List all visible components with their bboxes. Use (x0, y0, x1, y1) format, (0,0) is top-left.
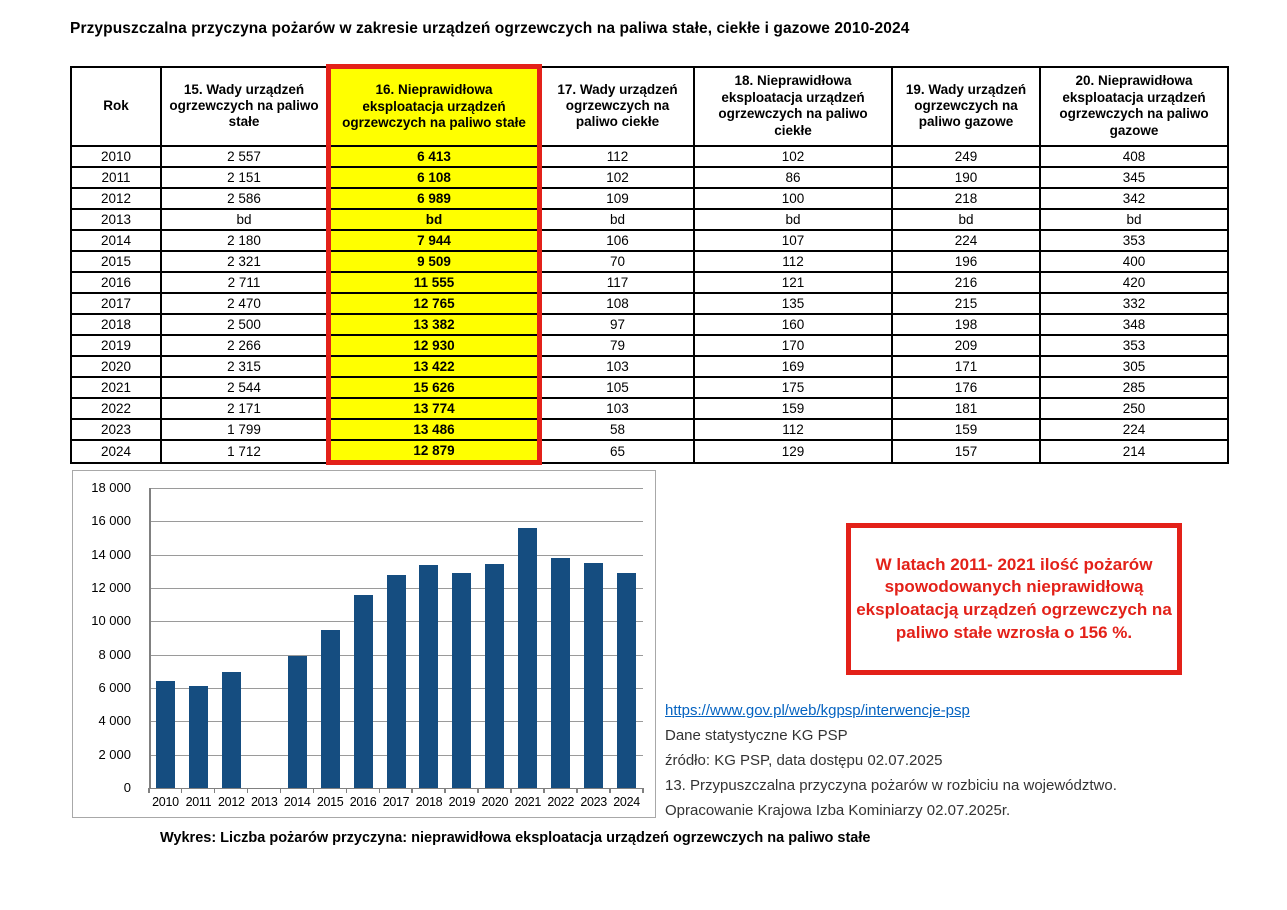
x-axis-labels (149, 788, 643, 809)
value-cell: 129 (694, 440, 892, 463)
bar-slot (445, 488, 478, 788)
value-cell: 86 (694, 167, 892, 188)
value-cell: 117 (540, 272, 695, 293)
value-cell: bd (892, 209, 1040, 230)
bar-2021 (518, 528, 537, 788)
year-cell: 2011 (71, 167, 161, 188)
table-row (71, 209, 1228, 230)
bar-2012 (222, 672, 241, 788)
table-row (71, 398, 1228, 419)
year-cell: 2020 (71, 356, 161, 377)
value-cell: 58 (540, 419, 695, 440)
bar-2016 (354, 595, 373, 788)
source-link[interactable]: https://www.gov.pl/web/kgpsp/interwencje-psp (665, 702, 970, 719)
annotation-text: W latach 2011- 2021 ilość pożarów spowodowanych nieprawidłową eksploatacją urządzeń ogrzewczych na paliwo stałe wzrosła o 156 %. (856, 554, 1172, 642)
y-axis-label: 16 000 (91, 513, 131, 529)
bar-2014 (288, 656, 307, 788)
value-cell: 285 (1040, 377, 1228, 398)
y-axis-label: 14 000 (91, 546, 131, 562)
year-cell: 2016 (71, 272, 161, 293)
x-axis-label: 2023 (580, 795, 607, 809)
table-row (71, 272, 1228, 293)
source-line: Opracowanie Krajowa Izba Kominiarzy 02.07.2025r. (665, 802, 1011, 819)
x-axis-label: 2017 (382, 795, 410, 809)
table-row (71, 146, 1228, 167)
bar-2024 (617, 573, 636, 788)
value-cell: 408 (1040, 146, 1228, 167)
value-cell: 1 712 (161, 440, 329, 463)
x-axis-label: 2010 (152, 795, 179, 809)
value-cell: 198 (892, 314, 1040, 335)
year-cell: 2018 (71, 314, 161, 335)
year-cell: 2021 (71, 377, 161, 398)
value-cell: 2 586 (161, 188, 329, 209)
highlighted-value-cell: 15 626 (329, 377, 540, 398)
value-cell: 159 (892, 419, 1040, 440)
value-cell: 2 470 (161, 293, 329, 314)
table-row (71, 440, 1228, 463)
value-cell: 112 (540, 146, 695, 167)
value-cell: 250 (1040, 398, 1228, 419)
column-header: 19. Wady urządzeń ogrzewczych na paliwo gazowe (892, 67, 1040, 147)
chart-caption: Wykres: Liczba pożarów przyczyna: nieprawidłowa eksploatacja urządzeń ogrzewczych na paliwo stałe (160, 830, 871, 846)
y-axis-labels (73, 480, 139, 795)
bar-2023 (584, 563, 603, 788)
highlighted-value-cell: 12 765 (329, 293, 540, 314)
fires-table (70, 64, 1229, 465)
value-cell: 70 (540, 251, 695, 272)
bar-slot (314, 488, 347, 788)
page-title: Przypuszczalna przyczyna pożarów w zakresie urządzeń ogrzewczych na paliwa stałe, ciekłe i gazowe 2010-2024 (70, 20, 910, 37)
bar-slot (215, 488, 248, 788)
table-row (71, 251, 1228, 272)
value-cell: 353 (1040, 230, 1228, 251)
value-cell: 420 (1040, 272, 1228, 293)
annotation-box (846, 523, 1182, 675)
x-axis-label: 2019 (448, 795, 476, 809)
value-cell: 2 711 (161, 272, 329, 293)
highlighted-value-cell: 9 509 (329, 251, 540, 272)
bar-slot (182, 488, 215, 788)
bar-2015 (321, 630, 340, 788)
highlighted-value-cell: 13 486 (329, 419, 540, 440)
x-axis-label: 2024 (613, 795, 640, 809)
highlighted-value-cell: 6 108 (329, 167, 540, 188)
bar-2018 (419, 565, 438, 788)
year-cell: 2014 (71, 230, 161, 251)
value-cell: 218 (892, 188, 1040, 209)
bar-slot (511, 488, 544, 788)
value-cell: 109 (540, 188, 695, 209)
highlighted-value-cell: 13 382 (329, 314, 540, 335)
highlighted-value-cell: 6 413 (329, 146, 540, 167)
value-cell: bd (161, 209, 329, 230)
bar-slot (347, 488, 380, 788)
col16-header: 16. Nieprawidłowa eksploatacja urządzeń ogrzewczych na paliwo stałe (329, 67, 540, 147)
x-axis-label: 2014 (283, 795, 311, 809)
value-cell: 170 (694, 335, 892, 356)
y-axis-label: 10 000 (91, 613, 131, 629)
year-cell: 2024 (71, 440, 161, 463)
x-axis-label: 2015 (316, 795, 344, 809)
plot-area (149, 488, 643, 809)
y-axis-label: 12 000 (91, 580, 131, 596)
bar-slot (380, 488, 413, 788)
value-cell: 105 (540, 377, 695, 398)
table-row (71, 377, 1228, 398)
table-row (71, 335, 1228, 356)
value-cell: 342 (1040, 188, 1228, 209)
year-cell: 2019 (71, 335, 161, 356)
x-axis-label: 2022 (547, 795, 575, 809)
value-cell: 160 (694, 314, 892, 335)
value-cell: 348 (1040, 314, 1228, 335)
source-block (665, 698, 1117, 823)
column-header: Rok (71, 67, 161, 147)
value-cell: 171 (892, 356, 1040, 377)
table-row (71, 356, 1228, 377)
bar-chart (72, 470, 656, 818)
bar-slot (544, 488, 577, 788)
source-line: źródło: KG PSP, data dostępu 02.07.2025 (665, 752, 943, 769)
y-axis-label: 2 000 (98, 746, 131, 762)
value-cell: 190 (892, 167, 1040, 188)
y-axis-label: 8 000 (98, 646, 131, 662)
value-cell: bd (540, 209, 695, 230)
value-cell: 345 (1040, 167, 1228, 188)
value-cell: 100 (694, 188, 892, 209)
value-cell: 157 (892, 440, 1040, 463)
value-cell: bd (1040, 209, 1228, 230)
value-cell: 2 266 (161, 335, 329, 356)
value-cell: 196 (892, 251, 1040, 272)
value-cell: 2 500 (161, 314, 329, 335)
year-cell: 2012 (71, 188, 161, 209)
bar-2017 (387, 575, 406, 788)
y-axis-label: 18 000 (91, 480, 131, 495)
value-cell: 112 (694, 419, 892, 440)
x-axis-label: 2021 (514, 795, 542, 809)
bar-2019 (452, 573, 471, 789)
y-axis-label: 0 (123, 780, 131, 795)
value-cell: 214 (1040, 440, 1228, 463)
bar-slot (413, 488, 446, 788)
bar-2010 (156, 681, 175, 788)
year-cell: 2017 (71, 293, 161, 314)
value-cell: 2 180 (161, 230, 329, 251)
highlighted-value-cell: 12 879 (329, 440, 540, 463)
year-cell: 2023 (71, 419, 161, 440)
year-cell: 2010 (71, 146, 161, 167)
column-header: 20. Nieprawidłowa eksploatacja urządzeń ogrzewczych na paliwo gazowe (1040, 67, 1228, 147)
bar-slot (610, 488, 643, 788)
value-cell: 106 (540, 230, 695, 251)
source-line: Dane statystyczne KG PSP (665, 727, 848, 744)
source-line: 13. Przypuszczalna przyczyna pożarów w rozbiciu na województwo. (665, 777, 1117, 794)
x-axis-label: 2016 (349, 795, 377, 809)
column-header: 17. Wady urządzeń ogrzewczych na paliwo ciekłe (540, 67, 695, 147)
table-body (71, 146, 1228, 463)
value-cell: 2 171 (161, 398, 329, 419)
year-cell: 2022 (71, 398, 161, 419)
value-cell: 159 (694, 398, 892, 419)
value-cell: 107 (694, 230, 892, 251)
column-header: 18. Nieprawidłowa eksploatacja urządzeń ogrzewczych na paliwo ciekłe (694, 67, 892, 147)
value-cell: 2 321 (161, 251, 329, 272)
value-cell: 2 315 (161, 356, 329, 377)
bar-slot (248, 488, 281, 788)
value-cell: 2 557 (161, 146, 329, 167)
highlighted-value-cell: 13 774 (329, 398, 540, 419)
table-row (71, 314, 1228, 335)
value-cell: 121 (694, 272, 892, 293)
bars (149, 488, 643, 788)
x-axis-label: 2020 (481, 795, 509, 809)
year-cell: 2013 (71, 209, 161, 230)
value-cell: 135 (694, 293, 892, 314)
value-cell: 103 (540, 398, 695, 419)
value-cell: 176 (892, 377, 1040, 398)
value-cell: 102 (694, 146, 892, 167)
value-cell: 181 (892, 398, 1040, 419)
value-cell: 2 151 (161, 167, 329, 188)
value-cell: 103 (540, 356, 695, 377)
bar-slot (281, 488, 314, 788)
table-row (71, 167, 1228, 188)
year-cell: 2015 (71, 251, 161, 272)
value-cell: bd (694, 209, 892, 230)
value-cell: 353 (1040, 335, 1228, 356)
highlighted-value-cell: 7 944 (329, 230, 540, 251)
value-cell: 305 (1040, 356, 1228, 377)
value-cell: 65 (540, 440, 695, 463)
bar-slot (577, 488, 610, 788)
y-axis-label: 6 000 (98, 680, 131, 696)
highlighted-value-cell: 12 930 (329, 335, 540, 356)
value-cell: 216 (892, 272, 1040, 293)
y-axis-label: 4 000 (98, 713, 131, 729)
table-row (71, 419, 1228, 440)
value-cell: 400 (1040, 251, 1228, 272)
highlighted-value-cell: 6 989 (329, 188, 540, 209)
value-cell: 102 (540, 167, 695, 188)
x-axis-label: 2011 (185, 795, 212, 809)
header-row (71, 67, 1228, 147)
column-header: 15. Wady urządzeń ogrzewczych na paliwo stałe (161, 67, 329, 147)
value-cell: 79 (540, 335, 695, 356)
x-axis-label: 2018 (415, 795, 443, 809)
value-cell: 215 (892, 293, 1040, 314)
bar-2020 (485, 564, 504, 788)
table-row (71, 230, 1228, 251)
highlighted-value-cell: 11 555 (329, 272, 540, 293)
value-cell: 175 (694, 377, 892, 398)
table-row (71, 293, 1228, 314)
table-row (71, 188, 1228, 209)
value-cell: 249 (892, 146, 1040, 167)
value-cell: 108 (540, 293, 695, 314)
x-axis-label: 2013 (250, 795, 278, 809)
bar-2011 (189, 686, 208, 788)
value-cell: 209 (892, 335, 1040, 356)
value-cell: 1 799 (161, 419, 329, 440)
value-cell: 112 (694, 251, 892, 272)
value-cell: 169 (694, 356, 892, 377)
highlighted-value-cell: 13 422 (329, 356, 540, 377)
value-cell: 224 (1040, 419, 1228, 440)
x-axis-label: 2012 (218, 795, 245, 809)
value-cell: 224 (892, 230, 1040, 251)
value-cell: 332 (1040, 293, 1228, 314)
value-cell: 97 (540, 314, 695, 335)
highlighted-value-cell: bd (329, 209, 540, 230)
value-cell: 2 544 (161, 377, 329, 398)
table-header (71, 67, 1228, 147)
bar-slot (478, 488, 511, 788)
bar-slot (149, 488, 182, 788)
bar-2022 (551, 558, 570, 788)
